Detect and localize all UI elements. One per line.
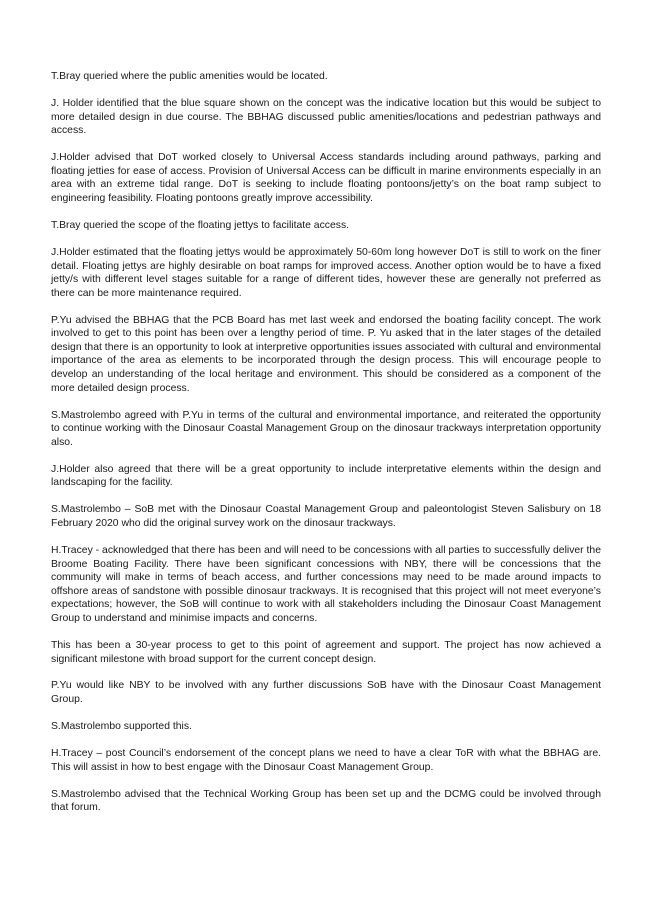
paragraph-interpretative-elements: J.Holder also agreed that there will be a great opportunity to include interpretative elements within the design and landscaping for the facility.	[51, 463, 601, 489]
paragraph-jetty-estimate: J.Holder estimated that the floating jettys would be approximately 50-60m long however DoT is still to work on the finer detail. Floating jettys are highly desirable on boat ramps for improved access. Another option would be to have a fixed jetty/s with different level stages suitable for a range of different tides, however these are generally not preferred as there can be more maintenance required.	[51, 246, 601, 299]
paragraph-support: S.Mastrolembo supported this.	[51, 721, 192, 733]
paragraph-dcmg-meeting: S.Mastrolembo – SoB met with the Dinosaur Coastal Management Group and paleontologist Steven Salisbury on 18 February 2020 who did the original survey work on the dinosaur trackways.	[51, 504, 601, 529]
paragraph-blue-square-location: J. Holder identified that the blue square shown on the concept was the indicative location but this would be subject to more detailed design in due course. The BBHAG discussed public amenities/locations and pedestrian pathways and access.	[51, 97, 601, 137]
paragraph-universal-access: J.Holder advised that DoT worked closely to Universal Access standards including around pathways, parking and floating jetties for ease of access. Provision of Universal Access can be difficult in marine environments especially in an area with an extreme tidal range. DoT is seeking to include floating pontoons/jetty’s on the boat ramp subject to engineering feasibility. Floating pontoons greatly improve accessibility.	[51, 152, 601, 204]
paragraph-technical-working-group: S.Mastrolembo advised that the Technical Working Group has been set up and the DCMG could be involved through that forum.	[51, 788, 601, 814]
paragraph-jetty-scope-query: T.Bray queried the scope of the floating jettys to facilitate access.	[51, 219, 350, 231]
paragraph-amenities-query: T.Bray queried where the public amenities would be located.	[51, 71, 328, 82]
paragraph-nby-involvement: P.Yu would like NBY to be involved with any further discussions SoB have with the Dinosaur Coast Management Group.	[51, 680, 601, 706]
paragraph-concessions: H.Tracey - acknowledged that there has been and will need to be concessions with all parties to successfully deliver the Broome Boating Facility. There have been significant concessions with NBY, there will be concessions that the community will make in terms of beach access, and further concessions may need to be made around impacts to offshore areas of sandstone with possible dinosaur trackways. It is recognised that this project will not meet everyone’s expectations; however, the SoB will continue to work with all stakeholders including the Dinosaur Coast Management Group to understand and minimise impacts and concerns.	[51, 544, 601, 624]
paragraph-pcb-endorsement: P.Yu advised the BBHAG that the PCB Board has met last week and endorsed the boating facility concept. The work involved to get to this point has been over a lengthy period of time. P. Yu asked that in the later stages of the detailed design that there is an opportunity to look at interpretive opportunities issues associated with cultural and environmental importance of the area as elements to be incorporated through the design process. This will encourage people to develop an understanding of the local heritage and environment. This should be considered as a component of the more detailed design process.	[51, 314, 601, 394]
paragraph-milestone: This has been a 30-year process to get to this point of agreement and support. The project has now achieved a significant milestone with broad support for the current concept design.	[51, 639, 601, 665]
paragraph-cultural-importance: S.Mastrolembo agreed with P.Yu in terms of the cultural and environmental importance, and reiterated the opportunity to continue working with the Dinosaur Coastal Management Group on the dinosaur trackways interpretation opportunity also.	[51, 409, 601, 448]
paragraph-tor: H.Tracey – post Council’s endorsement of the concept plans we need to have a clear ToR with what the BBHAG are. This will assist in how to best engage with the Dinosaur Coast Management Group.	[51, 748, 601, 773]
document-page	[51, 70, 601, 828]
